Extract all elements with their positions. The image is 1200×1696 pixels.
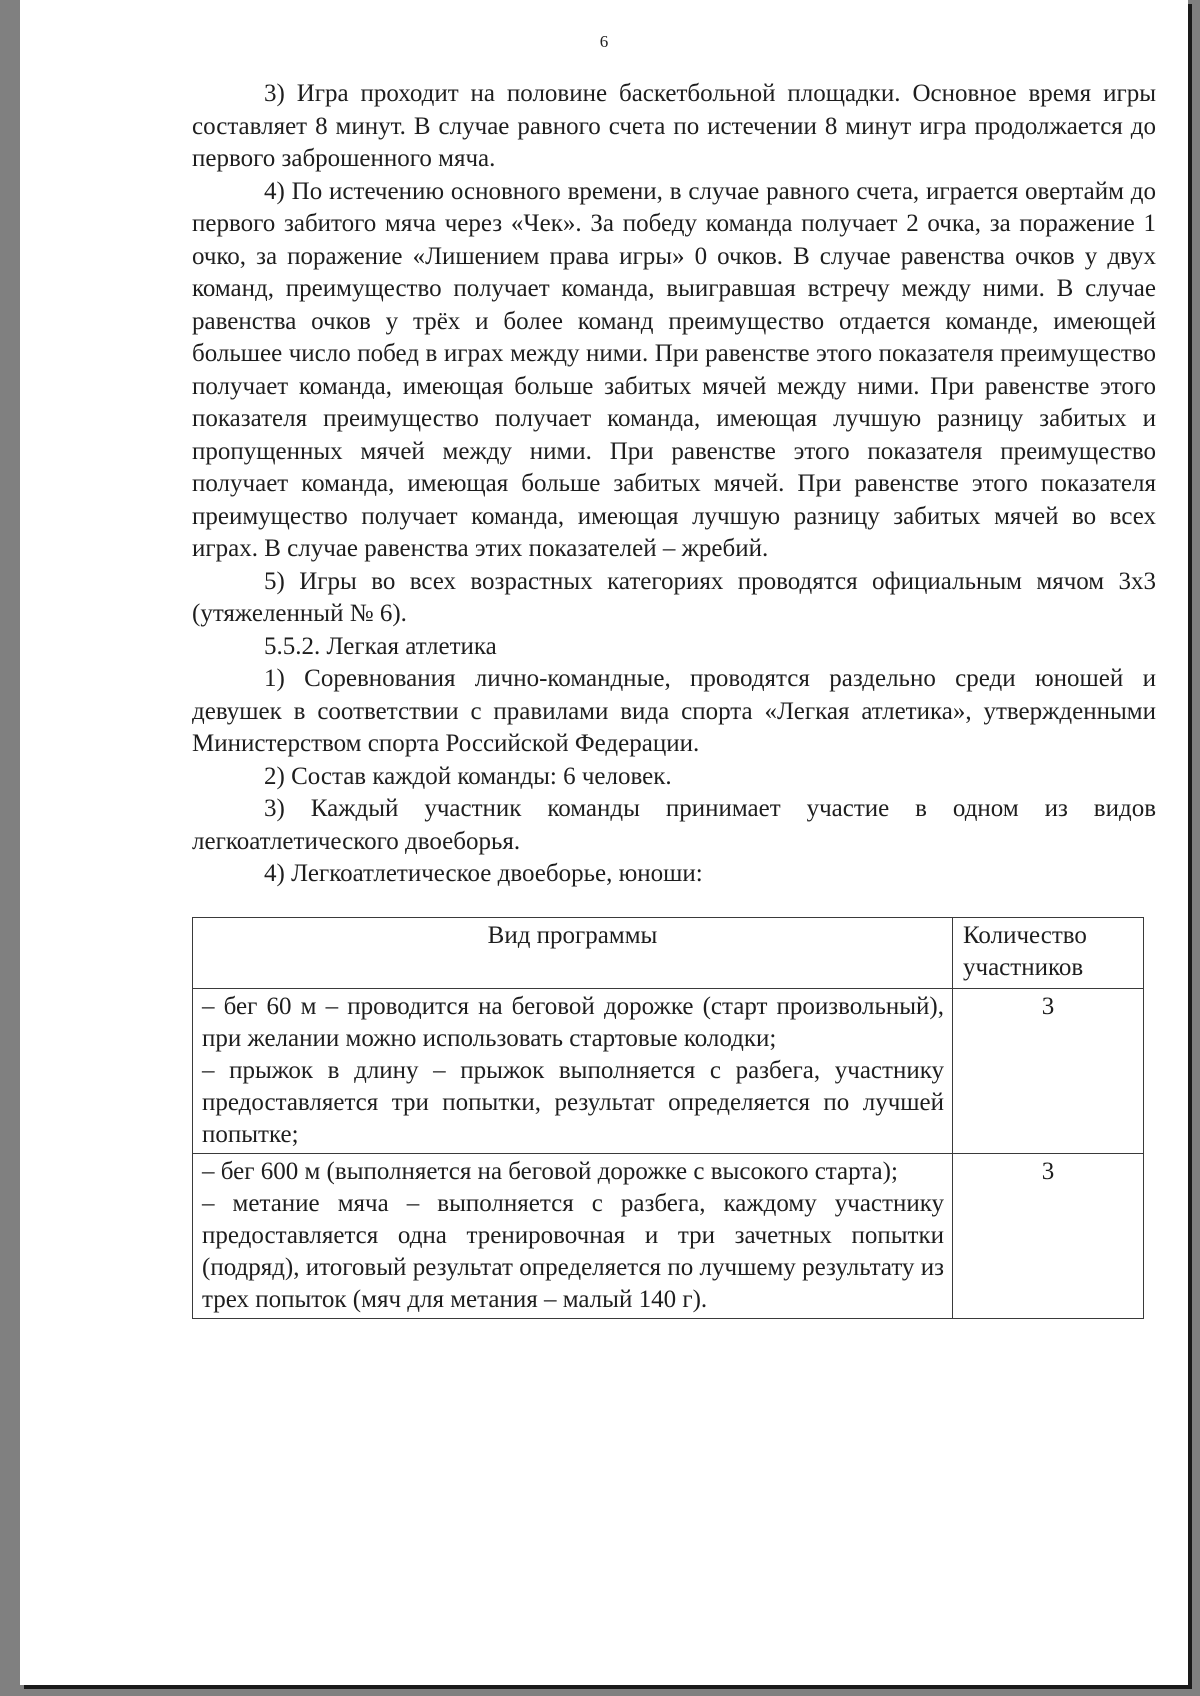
table-cell-line: – бег 600 м (выполняется на беговой дорожке с высокого старта); <box>202 1157 898 1185</box>
table-cell-line: – бег 60 м – проводится на беговой дорожке (старт произвольный), при желании можно использовать стартовые колодки; <box>202 992 944 1052</box>
table-header-row <box>193 917 1144 988</box>
table-cell-line: – прыжок в длину – прыжок выполняется с разбега, участнику предоставляется три попытки, результат определяется по лучшей попытке; <box>202 1056 944 1148</box>
table-cell-description <box>193 1153 953 1318</box>
table-cell-description <box>193 988 953 1153</box>
paragraph: 1) Соревнования лично-командные, проводятся раздельно среди юношей и девушек в соответствии с правилами вида спорта «Легкая атлетика», утвержденными Министерством спорта Российской Федерации. <box>192 665 1156 757</box>
paragraph: 4) По истечению основного времени, в случае равного счета, играется овертайм до первого забитого мяча через «Чек». За победу команда получает 2 очка, за поражение 1 очко, за поражение «Лишением права игры» 0 очков. В случае равенства очков у двух команд, преимущество получает команда, выигравшая встречу между ними. В случае равенства очков у трёх и более команд преимущество отдается команде, имеющей большее число побед в играх между ними. При равенстве этого показателя преимущество получает команда, имеющая больше забитых мячей между ними. При равенстве этого показателя преимущество получает команда, имеющая лучшую разницу забитых и пропущенных мячей между ними. При равенстве этого показателя преимущество получает команда, имеющая больше забитых мячей. При равенстве этого показателя преимущество получает команда, имеющая лучшую разницу забитых мячей во всех играх. В случае равенства этих показателей – жребий. <box>192 177 1156 562</box>
paragraph: 3) Каждый участник команды принимает участие в одном из видов легкоатлетического двоеборья. <box>192 795 1156 855</box>
document-page <box>20 0 1188 1685</box>
page-number: 6 <box>599 32 609 51</box>
spacer <box>192 891 1156 917</box>
table-cell-count: 3 <box>953 1153 1144 1318</box>
paragraph: 4) Легкоатлетическое двоеборье, юноши: <box>264 860 703 887</box>
table-cell-line: – метание мяча – выполняется с разбега, каждому участнику предоставляется одна тренировочная и три зачетных попытки (подряд), итоговый результат определяется по лучшему результату из трех попыток (мяч для метания – малый 140 г). <box>202 1189 944 1313</box>
section-heading: 5.5.2. Легкая атлетика <box>264 632 497 660</box>
table-cell-count: 3 <box>953 988 1144 1153</box>
table-row <box>193 1153 1144 1318</box>
column-header-type: Вид программы <box>193 917 953 988</box>
paragraph: 2) Состав каждой команды: 6 человек. <box>264 762 672 790</box>
paragraph: 3) Игра проходит на половине баскетбольной площадки. Основное время игры составляет 8 минут. В случае равного счета по истечении 8 минут игра продолжается до первого заброшенного мяча. <box>192 80 1156 172</box>
paragraph: 5) Игры во всех возрастных категориях проводятся официальным мячом 3х3 (утяжеленный № 6). <box>192 567 1156 627</box>
table-row <box>193 988 1144 1153</box>
document-body <box>192 78 1156 1319</box>
program-table <box>192 917 1144 1319</box>
column-header-count: Количество участников <box>953 917 1144 988</box>
